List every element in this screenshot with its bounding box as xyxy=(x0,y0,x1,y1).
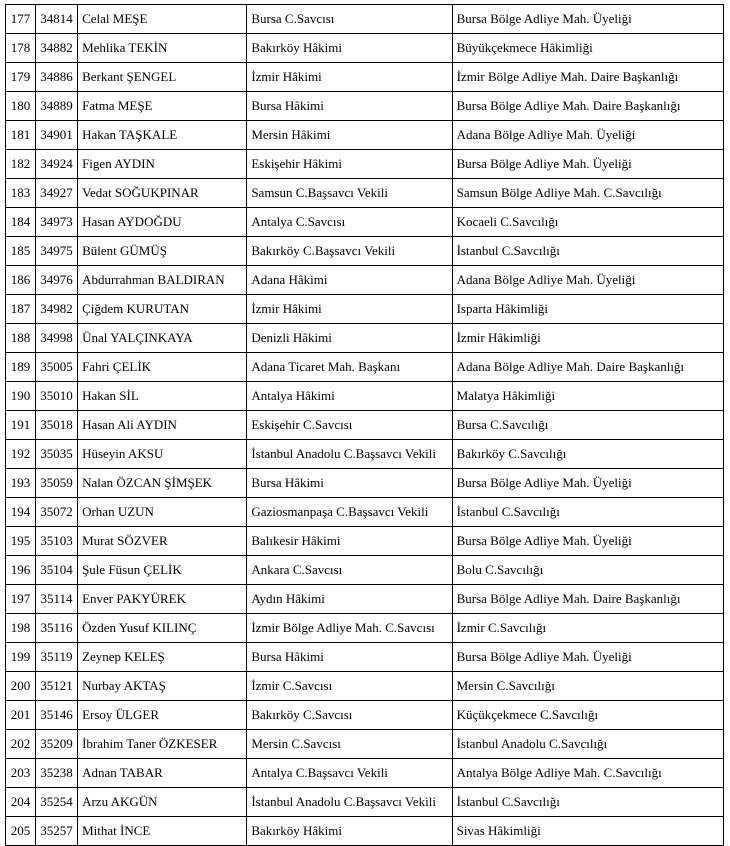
appointment-table xyxy=(5,4,724,846)
current-post-cell: Mersin Hâkimi xyxy=(247,121,452,150)
new-post-cell: İstanbul C.Savcılığı xyxy=(452,498,723,527)
new-post-cell: Bursa Bölge Adliye Mah. Üyeliği xyxy=(452,527,723,556)
table-row xyxy=(6,788,724,817)
registry-number-cell: 35121 xyxy=(36,672,78,701)
registry-number-cell: 34889 xyxy=(36,92,78,121)
new-post-cell: İstanbul C.Savcılığı xyxy=(452,237,723,266)
row-number-cell: 202 xyxy=(6,730,36,759)
new-post-cell: İstanbul Anadolu C.Savcılığı xyxy=(452,730,723,759)
new-post-cell: Bursa Bölge Adliye Mah. Üyeliği xyxy=(452,469,723,498)
current-post-cell: İstanbul Anadolu C.Başsavcı Vekili xyxy=(247,788,452,817)
new-post-cell: Malatya Hâkimliği xyxy=(452,382,723,411)
registry-number-cell: 34924 xyxy=(36,150,78,179)
name-cell: Özden Yusuf KILINÇ xyxy=(78,614,247,643)
table-row xyxy=(6,614,724,643)
table-row xyxy=(6,266,724,295)
registry-number-cell: 35103 xyxy=(36,527,78,556)
current-post-cell: İstanbul Anadolu C.Başsavcı Vekili xyxy=(247,440,452,469)
row-number-cell: 189 xyxy=(6,353,36,382)
table-row xyxy=(6,411,724,440)
name-cell: Nalan ÖZCAN ŞİMŞEK xyxy=(78,469,247,498)
current-post-cell: Bakırköy C.Başsavcı Vekili xyxy=(247,237,452,266)
row-number-cell: 200 xyxy=(6,672,36,701)
new-post-cell: İzmir C.Savcılığı xyxy=(452,614,723,643)
registry-number-cell: 35146 xyxy=(36,701,78,730)
table-row xyxy=(6,585,724,614)
registry-number-cell: 35254 xyxy=(36,788,78,817)
name-cell: Ünal YALÇINKAYA xyxy=(78,324,247,353)
registry-number-cell: 35114 xyxy=(36,585,78,614)
table-row xyxy=(6,92,724,121)
table-row xyxy=(6,759,724,788)
table-row xyxy=(6,440,724,469)
row-number-cell: 177 xyxy=(6,5,36,34)
current-post-cell: Bursa Hâkimi xyxy=(247,469,452,498)
row-number-cell: 191 xyxy=(6,411,36,440)
current-post-cell: İzmir Bölge Adliye Mah. C.Savcısı xyxy=(247,614,452,643)
current-post-cell: Bursa C.Savcısı xyxy=(247,5,452,34)
current-post-cell: Aydın Hâkimi xyxy=(247,585,452,614)
new-post-cell: Bursa C.Savcılığı xyxy=(452,411,723,440)
current-post-cell: Bursa Hâkimi xyxy=(247,643,452,672)
registry-number-cell: 35116 xyxy=(36,614,78,643)
table-row xyxy=(6,34,724,63)
current-post-cell: İzmir Hâkimi xyxy=(247,295,452,324)
new-post-cell: İzmir Hâkimliği xyxy=(452,324,723,353)
registry-number-cell: 35209 xyxy=(36,730,78,759)
appointment-list-document xyxy=(5,4,724,846)
name-cell: Adnan TABAR xyxy=(78,759,247,788)
name-cell: Orhan UZUN xyxy=(78,498,247,527)
table-row xyxy=(6,295,724,324)
table-row xyxy=(6,817,724,846)
row-number-cell: 201 xyxy=(6,701,36,730)
name-cell: Vedat SOĞUKPINAR xyxy=(78,179,247,208)
registry-number-cell: 35035 xyxy=(36,440,78,469)
new-post-cell: Küçükçekmece C.Savcılığı xyxy=(452,701,723,730)
new-post-cell: Mersin C.Savcılığı xyxy=(452,672,723,701)
name-cell: Hasan Ali AYDIN xyxy=(78,411,247,440)
name-cell: Mithat İNCE xyxy=(78,817,247,846)
new-post-cell: Antalya Bölge Adliye Mah. C.Savcılığı xyxy=(452,759,723,788)
table-row xyxy=(6,672,724,701)
current-post-cell: Adana Hâkimi xyxy=(247,266,452,295)
current-post-cell: Antalya Hâkimi xyxy=(247,382,452,411)
row-number-cell: 204 xyxy=(6,788,36,817)
row-number-cell: 203 xyxy=(6,759,36,788)
new-post-cell: Adana Bölge Adliye Mah. Üyeliği xyxy=(452,266,723,295)
name-cell: Fatma MEŞE xyxy=(78,92,247,121)
name-cell: Şule Füsun ÇELİK xyxy=(78,556,247,585)
row-number-cell: 181 xyxy=(6,121,36,150)
row-number-cell: 205 xyxy=(6,817,36,846)
registry-number-cell: 35104 xyxy=(36,556,78,585)
row-number-cell: 187 xyxy=(6,295,36,324)
registry-number-cell: 34975 xyxy=(36,237,78,266)
current-post-cell: Eskişehir Hâkimi xyxy=(247,150,452,179)
name-cell: Fahri ÇELİK xyxy=(78,353,247,382)
row-number-cell: 184 xyxy=(6,208,36,237)
current-post-cell: İzmir C.Savcısı xyxy=(247,672,452,701)
table-row xyxy=(6,324,724,353)
name-cell: Çiğdem KURUTAN xyxy=(78,295,247,324)
current-post-cell: Samsun C.Başsavcı Vekili xyxy=(247,179,452,208)
table-row xyxy=(6,208,724,237)
new-post-cell: Bursa Bölge Adliye Mah. Üyeliği xyxy=(452,5,723,34)
name-cell: Enver PAKYÜREK xyxy=(78,585,247,614)
registry-number-cell: 34886 xyxy=(36,63,78,92)
registry-number-cell: 34976 xyxy=(36,266,78,295)
registry-number-cell: 35010 xyxy=(36,382,78,411)
new-post-cell: İzmir Bölge Adliye Mah. Daire Başkanlığı xyxy=(452,63,723,92)
new-post-cell: Büyükçekmece Hâkimliği xyxy=(452,34,723,63)
row-number-cell: 185 xyxy=(6,237,36,266)
new-post-cell: Bolu C.Savcılığı xyxy=(452,556,723,585)
registry-number-cell: 35018 xyxy=(36,411,78,440)
table-row xyxy=(6,701,724,730)
current-post-cell: Bakırköy Hâkimi xyxy=(247,817,452,846)
new-post-cell: Bursa Bölge Adliye Mah. Üyeliği xyxy=(452,643,723,672)
table-row xyxy=(6,5,724,34)
current-post-cell: Antalya C.Başsavcı Vekili xyxy=(247,759,452,788)
registry-number-cell: 34973 xyxy=(36,208,78,237)
row-number-cell: 192 xyxy=(6,440,36,469)
new-post-cell: Bursa Bölge Adliye Mah. Daire Başkanlığı xyxy=(452,92,723,121)
appointment-table-body xyxy=(6,5,724,846)
registry-number-cell: 35257 xyxy=(36,817,78,846)
name-cell: Berkant ŞENGEL xyxy=(78,63,247,92)
row-number-cell: 194 xyxy=(6,498,36,527)
registry-number-cell: 35005 xyxy=(36,353,78,382)
row-number-cell: 198 xyxy=(6,614,36,643)
name-cell: Bülent GÜMÜŞ xyxy=(78,237,247,266)
row-number-cell: 180 xyxy=(6,92,36,121)
table-row xyxy=(6,382,724,411)
current-post-cell: Bursa Hâkimi xyxy=(247,92,452,121)
table-row xyxy=(6,527,724,556)
name-cell: Abdurrahman BALDIRAN xyxy=(78,266,247,295)
name-cell: Hakan TAŞKALE xyxy=(78,121,247,150)
current-post-cell: Bakırköy C.Savcısı xyxy=(247,701,452,730)
new-post-cell: Kocaeli C.Savcılığı xyxy=(452,208,723,237)
current-post-cell: Bakırköy Hâkimi xyxy=(247,34,452,63)
row-number-cell: 179 xyxy=(6,63,36,92)
name-cell: Hüseyin AKSU xyxy=(78,440,247,469)
name-cell: Murat SÖZVER xyxy=(78,527,247,556)
table-row xyxy=(6,730,724,759)
name-cell: Nurbay AKTAŞ xyxy=(78,672,247,701)
table-row xyxy=(6,469,724,498)
registry-number-cell: 34882 xyxy=(36,34,78,63)
row-number-cell: 197 xyxy=(6,585,36,614)
current-post-cell: Denizli Hâkimi xyxy=(247,324,452,353)
row-number-cell: 186 xyxy=(6,266,36,295)
row-number-cell: 188 xyxy=(6,324,36,353)
name-cell: Arzu AKGÜN xyxy=(78,788,247,817)
registry-number-cell: 34901 xyxy=(36,121,78,150)
name-cell: İbrahim Taner ÖZKESER xyxy=(78,730,247,759)
row-number-cell: 183 xyxy=(6,179,36,208)
table-row xyxy=(6,237,724,266)
new-post-cell: Bakırköy C.Savcılığı xyxy=(452,440,723,469)
new-post-cell: İstanbul C.Savcılığı xyxy=(452,788,723,817)
table-row xyxy=(6,353,724,382)
table-row xyxy=(6,498,724,527)
name-cell: Hakan SİL xyxy=(78,382,247,411)
registry-number-cell: 35072 xyxy=(36,498,78,527)
row-number-cell: 182 xyxy=(6,150,36,179)
current-post-cell: Antalya C.Savcısı xyxy=(247,208,452,237)
new-post-cell: Adana Bölge Adliye Mah. Daire Başkanlığı xyxy=(452,353,723,382)
row-number-cell: 195 xyxy=(6,527,36,556)
table-row xyxy=(6,643,724,672)
new-post-cell: Bursa Bölge Adliye Mah. Daire Başkanlığı xyxy=(452,585,723,614)
new-post-cell: Isparta Hâkimliği xyxy=(452,295,723,324)
current-post-cell: Eskişehir C.Savcısı xyxy=(247,411,452,440)
registry-number-cell: 34814 xyxy=(36,5,78,34)
table-row xyxy=(6,179,724,208)
new-post-cell: Samsun Bölge Adliye Mah. C.Savcılığı xyxy=(452,179,723,208)
registry-number-cell: 35119 xyxy=(36,643,78,672)
name-cell: Figen AYDIN xyxy=(78,150,247,179)
row-number-cell: 190 xyxy=(6,382,36,411)
current-post-cell: Ankara C.Savcısı xyxy=(247,556,452,585)
current-post-cell: Balıkesir Hâkimi xyxy=(247,527,452,556)
registry-number-cell: 34982 xyxy=(36,295,78,324)
table-row xyxy=(6,556,724,585)
name-cell: Mehlika TEKİN xyxy=(78,34,247,63)
registry-number-cell: 34998 xyxy=(36,324,78,353)
name-cell: Ersoy ÜLGER xyxy=(78,701,247,730)
registry-number-cell: 35059 xyxy=(36,469,78,498)
table-row xyxy=(6,121,724,150)
table-row xyxy=(6,150,724,179)
table-row xyxy=(6,63,724,92)
name-cell: Hasan AYDOĞDU xyxy=(78,208,247,237)
registry-number-cell: 35238 xyxy=(36,759,78,788)
name-cell: Celal MEŞE xyxy=(78,5,247,34)
new-post-cell: Adana Bölge Adliye Mah. Üyeliği xyxy=(452,121,723,150)
row-number-cell: 196 xyxy=(6,556,36,585)
row-number-cell: 199 xyxy=(6,643,36,672)
row-number-cell: 193 xyxy=(6,469,36,498)
current-post-cell: Gaziosmanpaşa C.Başsavcı Vekili xyxy=(247,498,452,527)
new-post-cell: Bursa Bölge Adliye Mah. Üyeliği xyxy=(452,150,723,179)
registry-number-cell: 34927 xyxy=(36,179,78,208)
row-number-cell: 178 xyxy=(6,34,36,63)
name-cell: Zeynep KELEŞ xyxy=(78,643,247,672)
current-post-cell: İzmir Hâkimi xyxy=(247,63,452,92)
new-post-cell: Sivas Hâkimliği xyxy=(452,817,723,846)
current-post-cell: Adana Ticaret Mah. Başkanı xyxy=(247,353,452,382)
current-post-cell: Mersin C.Savcısı xyxy=(247,730,452,759)
